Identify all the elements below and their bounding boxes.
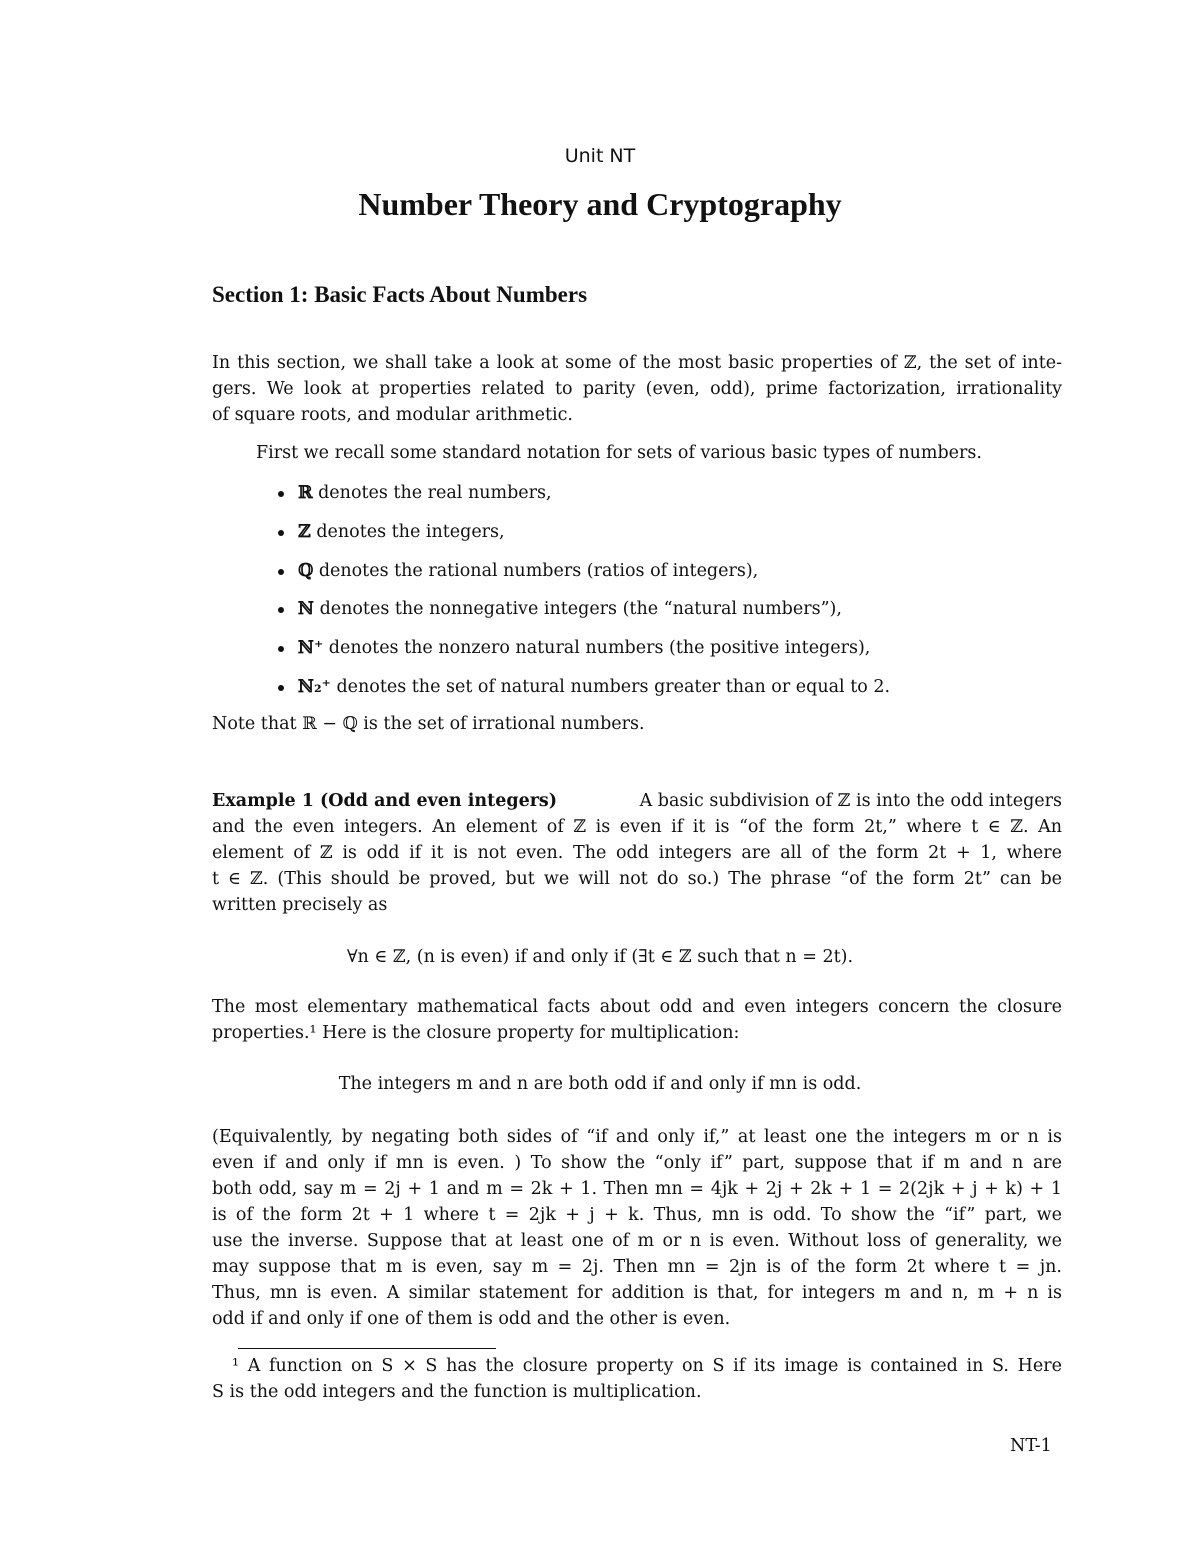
list-item bbox=[276, 635, 890, 674]
list-item bbox=[276, 519, 890, 558]
bullet-icon bbox=[278, 491, 284, 497]
set-description: denotes the nonnegative integers (the “natural numbers”), bbox=[314, 599, 842, 620]
set-description: denotes the set of natural numbers greater than or equal to 2. bbox=[330, 676, 891, 697]
footnote bbox=[212, 1353, 1062, 1405]
footnote-divider bbox=[238, 1348, 496, 1349]
set-symbol: ℕ₂⁺ bbox=[298, 676, 331, 697]
example-line: written precisely as bbox=[212, 895, 388, 915]
example-first-line bbox=[212, 788, 1062, 814]
page-number: NT-1 bbox=[1010, 1436, 1052, 1456]
proof-line: odd if and only if one of them is odd and the other is even. bbox=[212, 1309, 731, 1329]
bullet-icon bbox=[278, 685, 284, 691]
section-heading: Section 1: Basic Facts About Numbers bbox=[212, 282, 588, 307]
recall-paragraph: First we recall some standard notation for sets of various basic types of numbers. bbox=[256, 443, 982, 463]
bullet-icon bbox=[278, 607, 284, 613]
closure-statement: The integers m and n are both odd if and only if mn is odd. bbox=[338, 1074, 862, 1094]
closure-paragraph bbox=[212, 994, 1062, 1046]
list-item bbox=[276, 674, 890, 713]
proof-line: both odd, say m = 2j + 1 and m = 2k + 1. Then mn = 4jk + 2j + 2k + 1 = 2(2jk + j + k) + 1 bbox=[212, 1179, 1062, 1199]
page-title: Number Theory and Cryptography bbox=[358, 186, 842, 222]
proof-line: use the inverse. Suppose that at least one of m or n is even. Without loss of generality, we bbox=[212, 1231, 1062, 1251]
bullet-icon bbox=[278, 646, 284, 652]
closure-line: properties.¹ Here is the closure property for multiplication: bbox=[212, 1023, 740, 1043]
bullet-icon bbox=[278, 569, 284, 575]
set-symbol: ℤ bbox=[298, 521, 311, 542]
set-description: denotes the rational numbers (ratios of integers), bbox=[313, 560, 759, 581]
example-line: element of ℤ is odd if it is not even. The odd integers are all of the form 2t + 1, where bbox=[212, 843, 1062, 863]
proof-line: Thus, mn is even. A similar statement for addition is that, for integers m and n, m + n is bbox=[212, 1283, 1062, 1303]
proof-line: may suppose that m is even, say m = 2j. Then mn = 2jn is of the form 2t where t = jn. bbox=[212, 1257, 1062, 1277]
bullet-icon bbox=[278, 530, 284, 536]
set-description: denotes the real numbers, bbox=[312, 483, 552, 503]
set-symbol: ℚ bbox=[298, 560, 314, 581]
proof-line: is of the form 2t + 1 where t = 2jk + j + k. Thus, mn is odd. To show the “if” part, we bbox=[212, 1205, 1062, 1225]
example-line: A basic subdivision of ℤ is into the odd integers bbox=[639, 791, 1062, 811]
proof-line: even if and only if mn is even. ) To show the “only if” part, suppose that if m and n are bbox=[212, 1153, 1062, 1173]
closure-line: The most elementary mathematical facts about odd and even integers concern the closure bbox=[212, 997, 1062, 1017]
set-description: denotes the nonzero natural numbers (the positive integers), bbox=[323, 638, 871, 659]
even-definition-formula: ∀n ∈ ℤ, (n is even) if and only if (∃t ∈ ℤ such that n = 2t). bbox=[346, 947, 854, 967]
footnote-line: S is the odd integers and the function is multiplication. bbox=[212, 1382, 702, 1402]
irrational-note: Note that ℝ − ℚ is the set of irrational numbers. bbox=[212, 714, 645, 734]
set-description: denotes the integers, bbox=[310, 521, 505, 542]
intro-line: In this section, we shall take a look at some of the most basic properties of ℤ, the set of inte- bbox=[212, 353, 1062, 373]
proof-line: (Equivalently, by negating both sides of “if and only if,” at least one the integers m or n is bbox=[212, 1127, 1062, 1147]
footnote-line: ¹ A function on S × S has the closure property on S if its image is contained in S. Here bbox=[232, 1356, 1062, 1376]
list-item bbox=[276, 596, 890, 635]
intro-paragraph bbox=[212, 350, 1062, 428]
example-line: and the even integers. An element of ℤ is even if it is “of the form 2t,” where t ∈ ℤ. An bbox=[212, 817, 1062, 837]
example-line: t ∈ ℤ. (This should be proved, but we will not do so.) The phrase “of the form 2t” can be bbox=[212, 869, 1062, 889]
intro-line: of square roots, and modular arithmetic. bbox=[212, 405, 573, 425]
intro-line: gers. We look at properties related to parity (even, odd), prime factorization, irrationality bbox=[212, 379, 1062, 399]
proof-paragraph bbox=[212, 1124, 1062, 1332]
unit-label: Unit NT bbox=[564, 145, 636, 167]
set-symbol: ℕ bbox=[298, 599, 314, 620]
list-item bbox=[276, 558, 890, 597]
list-item bbox=[276, 480, 890, 519]
example-paragraph bbox=[212, 788, 1062, 918]
notation-list bbox=[276, 480, 890, 713]
example-label: Example 1 (Odd and even integers) bbox=[212, 791, 558, 811]
set-symbol: ℕ⁺ bbox=[298, 638, 324, 659]
set-symbol: ℝ bbox=[298, 483, 313, 503]
